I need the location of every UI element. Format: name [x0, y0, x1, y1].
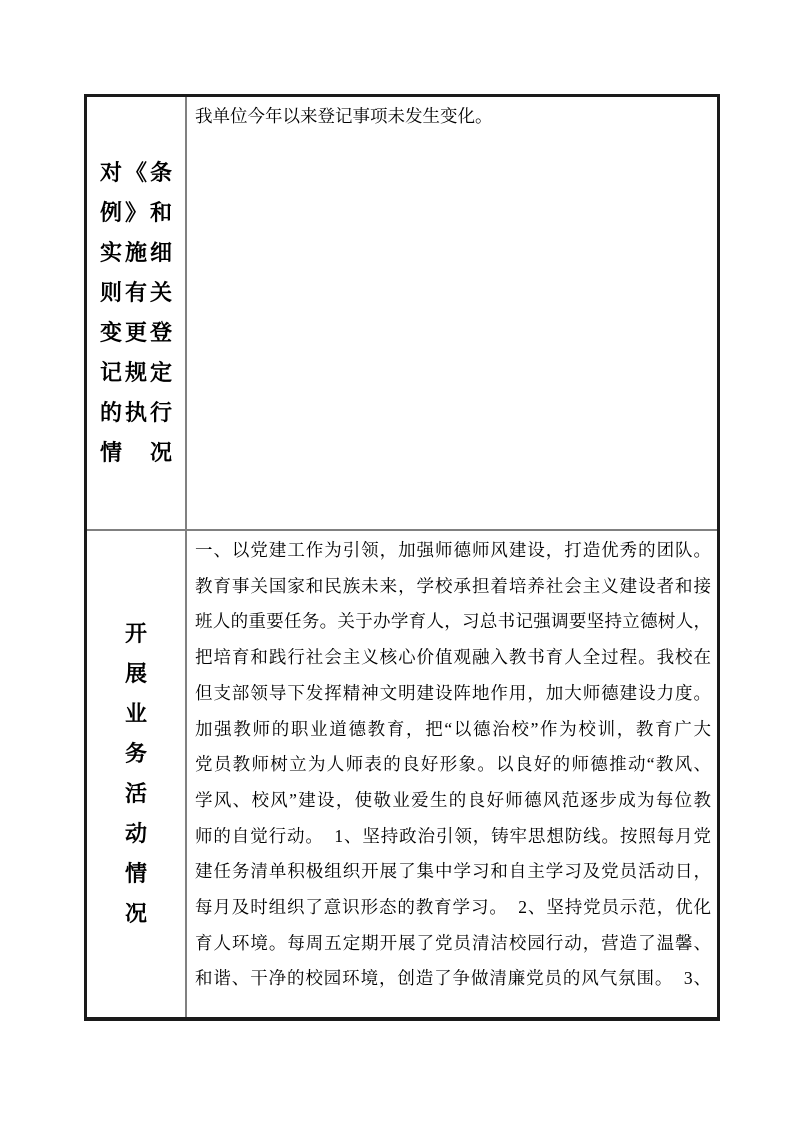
text-line: 记规定: [100, 360, 172, 385]
registration-report-table: [84, 94, 720, 1021]
text-line: 育人环境。每周五定期开展了党员清洁校园行动，营造了温馨、: [195, 932, 711, 953]
text-line: 的执行: [100, 400, 172, 425]
text-line: 学风、校风”建设，使敬业爱生的良好师德风范逐步成为每位教: [195, 789, 711, 810]
text-line: 对《条: [100, 160, 172, 185]
text-line: 实施细: [100, 240, 172, 265]
text-line: 建任务清单积极组织开展了集中学习和自主学习及党员活动日，: [195, 861, 711, 882]
row2-label-cell-business-activities: [87, 531, 187, 1017]
text-line: 开: [124, 621, 147, 646]
text-line: 况: [124, 901, 147, 926]
text-line: 加强教师的职业道德教育，把“以德治校”作为校训，教育广大: [195, 718, 711, 739]
text-line: 情况: [100, 440, 172, 465]
text-line: 务: [124, 741, 147, 766]
row2-content-cell-business-activities-text: [187, 531, 717, 1017]
text-line: 把培育和践行社会主义核心价值观融入教书育人全过程。我校在: [195, 647, 711, 668]
text-line: 动: [124, 821, 147, 846]
text-line: 但支部领导下发挥精神文明建设阵地作用，加大师德建设力度。: [195, 682, 711, 703]
text-line: 和谐、干净的校园环境，创造了争做清廉党员的风气氛围。 3、: [195, 968, 711, 989]
text-line: 活: [124, 781, 147, 806]
text-line: 业: [124, 701, 147, 726]
text-line: 例》和: [100, 200, 172, 225]
text-line: 每月及时组织了意识形态的教育学习。 2、坚持党员示范，优化: [195, 897, 711, 918]
text-line: 教育事关国家和民族未来，学校承担着培养社会主义建设者和接: [195, 575, 711, 596]
text-line: 情: [124, 861, 147, 886]
text-line: 则有关: [100, 280, 172, 305]
text-line: 我单位今年以来登记事项未发生变化。: [195, 106, 493, 126]
row1-content-cell-regulation-compliance-text: [187, 97, 717, 531]
text-line: 展: [124, 661, 147, 686]
text-line: 党员教师树立为人师表的良好形象。以良好的师德推动“教风、: [195, 754, 711, 775]
text-line: 一、以党建工作为引领，加强师德师风建设，打造优秀的团队。: [195, 540, 711, 560]
text-line: 变更登: [100, 320, 172, 345]
text-line: 师的自觉行动。 1、坚持政治引领，铸牢思想防线。按照每月党: [195, 825, 711, 846]
text-line: 班人的重要任务。关于办学育人，习总书记强调要坚持立德树人，: [195, 611, 711, 632]
row1-label-cell-regulation-compliance: [87, 97, 187, 531]
